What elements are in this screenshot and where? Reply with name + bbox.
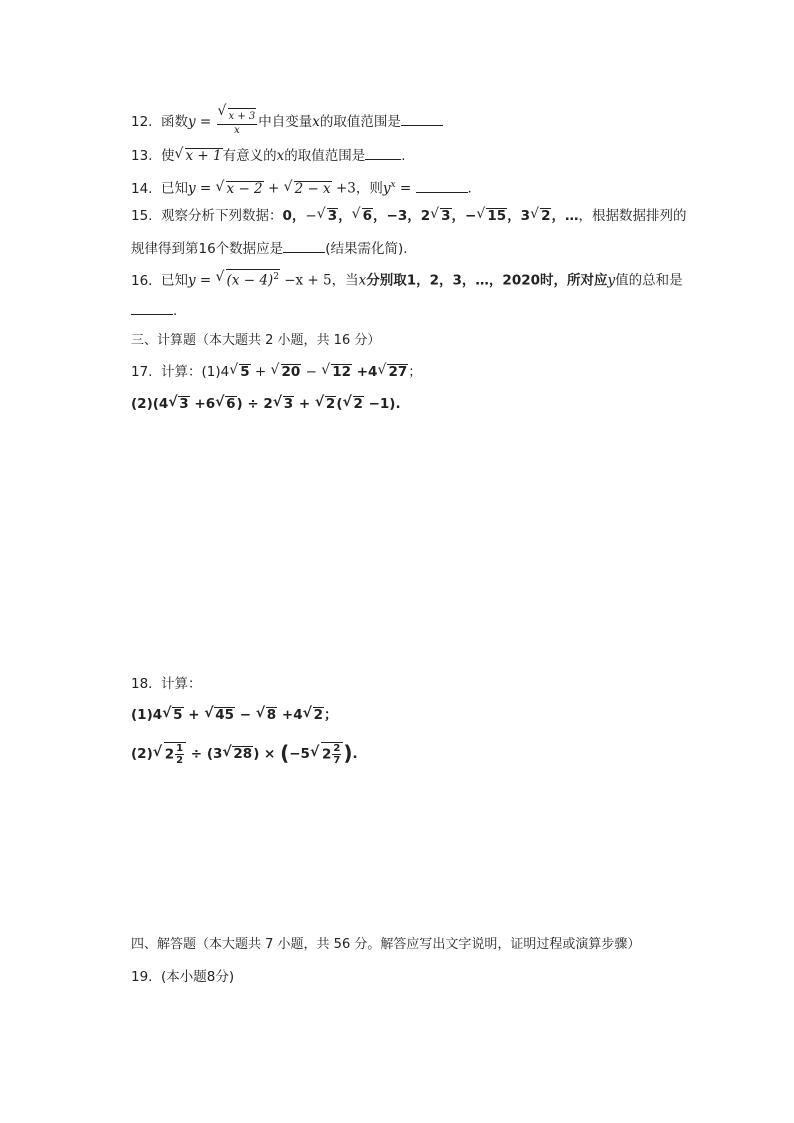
question-13: 13. 使√ x + 1有意义的x的取值范围是 . bbox=[131, 145, 406, 166]
question-19: 19. (本小题8分) bbox=[131, 969, 235, 985]
question-12: 12. 函数y = √ $\frac{x + 3}{x}$ 中自变量x的取值范围是 bbox=[131, 108, 443, 136]
section-4-title: 四、解答题（本大题共 7 小题，共 56 分。解答应写出文字说明，证明过程或演算步骤） bbox=[131, 937, 641, 952]
question-17-part2: (2)(4√ 3 +6√ 6) ÷ 2√ 3 + √ 2(√ 2 −1). bbox=[131, 394, 401, 414]
question-number: 19. bbox=[131, 969, 153, 985]
question-16-line2: . bbox=[131, 300, 177, 321]
question-18: 18. 计算： bbox=[131, 676, 202, 692]
question-14: 14. 已知y = √ x − 2 + √ 2 − x +3，则$y^x$ = . bbox=[131, 175, 472, 199]
question-number: 13. bbox=[131, 148, 153, 164]
question-18-part1: (1)4√ 5 + √ 45 − √ 8 +4√ 2； bbox=[131, 705, 338, 725]
question-17: 17. 计算：(1)4√ 5 + √ 20 − √ 12 +4√ 27； bbox=[131, 362, 422, 382]
question-16: 16. 已知y = √ $(x - 4)^2 -x + 5$，当x分别取1，2，3，…，2020时，所对应y值的总和是 bbox=[131, 269, 683, 291]
fraction: √ $\frac{x + 3}{x}$ bbox=[217, 108, 258, 136]
answer-blank[interactable] bbox=[131, 300, 173, 315]
question-18-part2: (2)√ 2 $\frac{1}{2}$ ÷ (3√ 28) × (−5√ 2 $\frac{2}{7}$ ). bbox=[131, 740, 358, 767]
answer-blank[interactable] bbox=[416, 178, 468, 193]
question-number: 12. bbox=[131, 114, 153, 130]
answer-blank[interactable] bbox=[401, 111, 443, 126]
question-number: 14. bbox=[131, 180, 153, 197]
question-15: 15. 观察分析下列数据：0，−√ 3，√ 6，−3，2√ 3，−√ 15，3√ 2，…，根据数据排列的 bbox=[131, 206, 686, 226]
question-number: 16. bbox=[131, 272, 153, 289]
question-number: 15. bbox=[131, 208, 153, 224]
answer-blank[interactable] bbox=[365, 145, 401, 160]
question-number: 17. bbox=[131, 364, 153, 380]
answer-blank[interactable] bbox=[283, 238, 325, 253]
question-15-line2: 规律得到第16个数据应是 (结果需化简). bbox=[131, 238, 408, 259]
section-3-title: 三、计算题（本大题共 2 小题，共 16 分） bbox=[131, 333, 381, 348]
question-number: 18. bbox=[131, 676, 153, 692]
